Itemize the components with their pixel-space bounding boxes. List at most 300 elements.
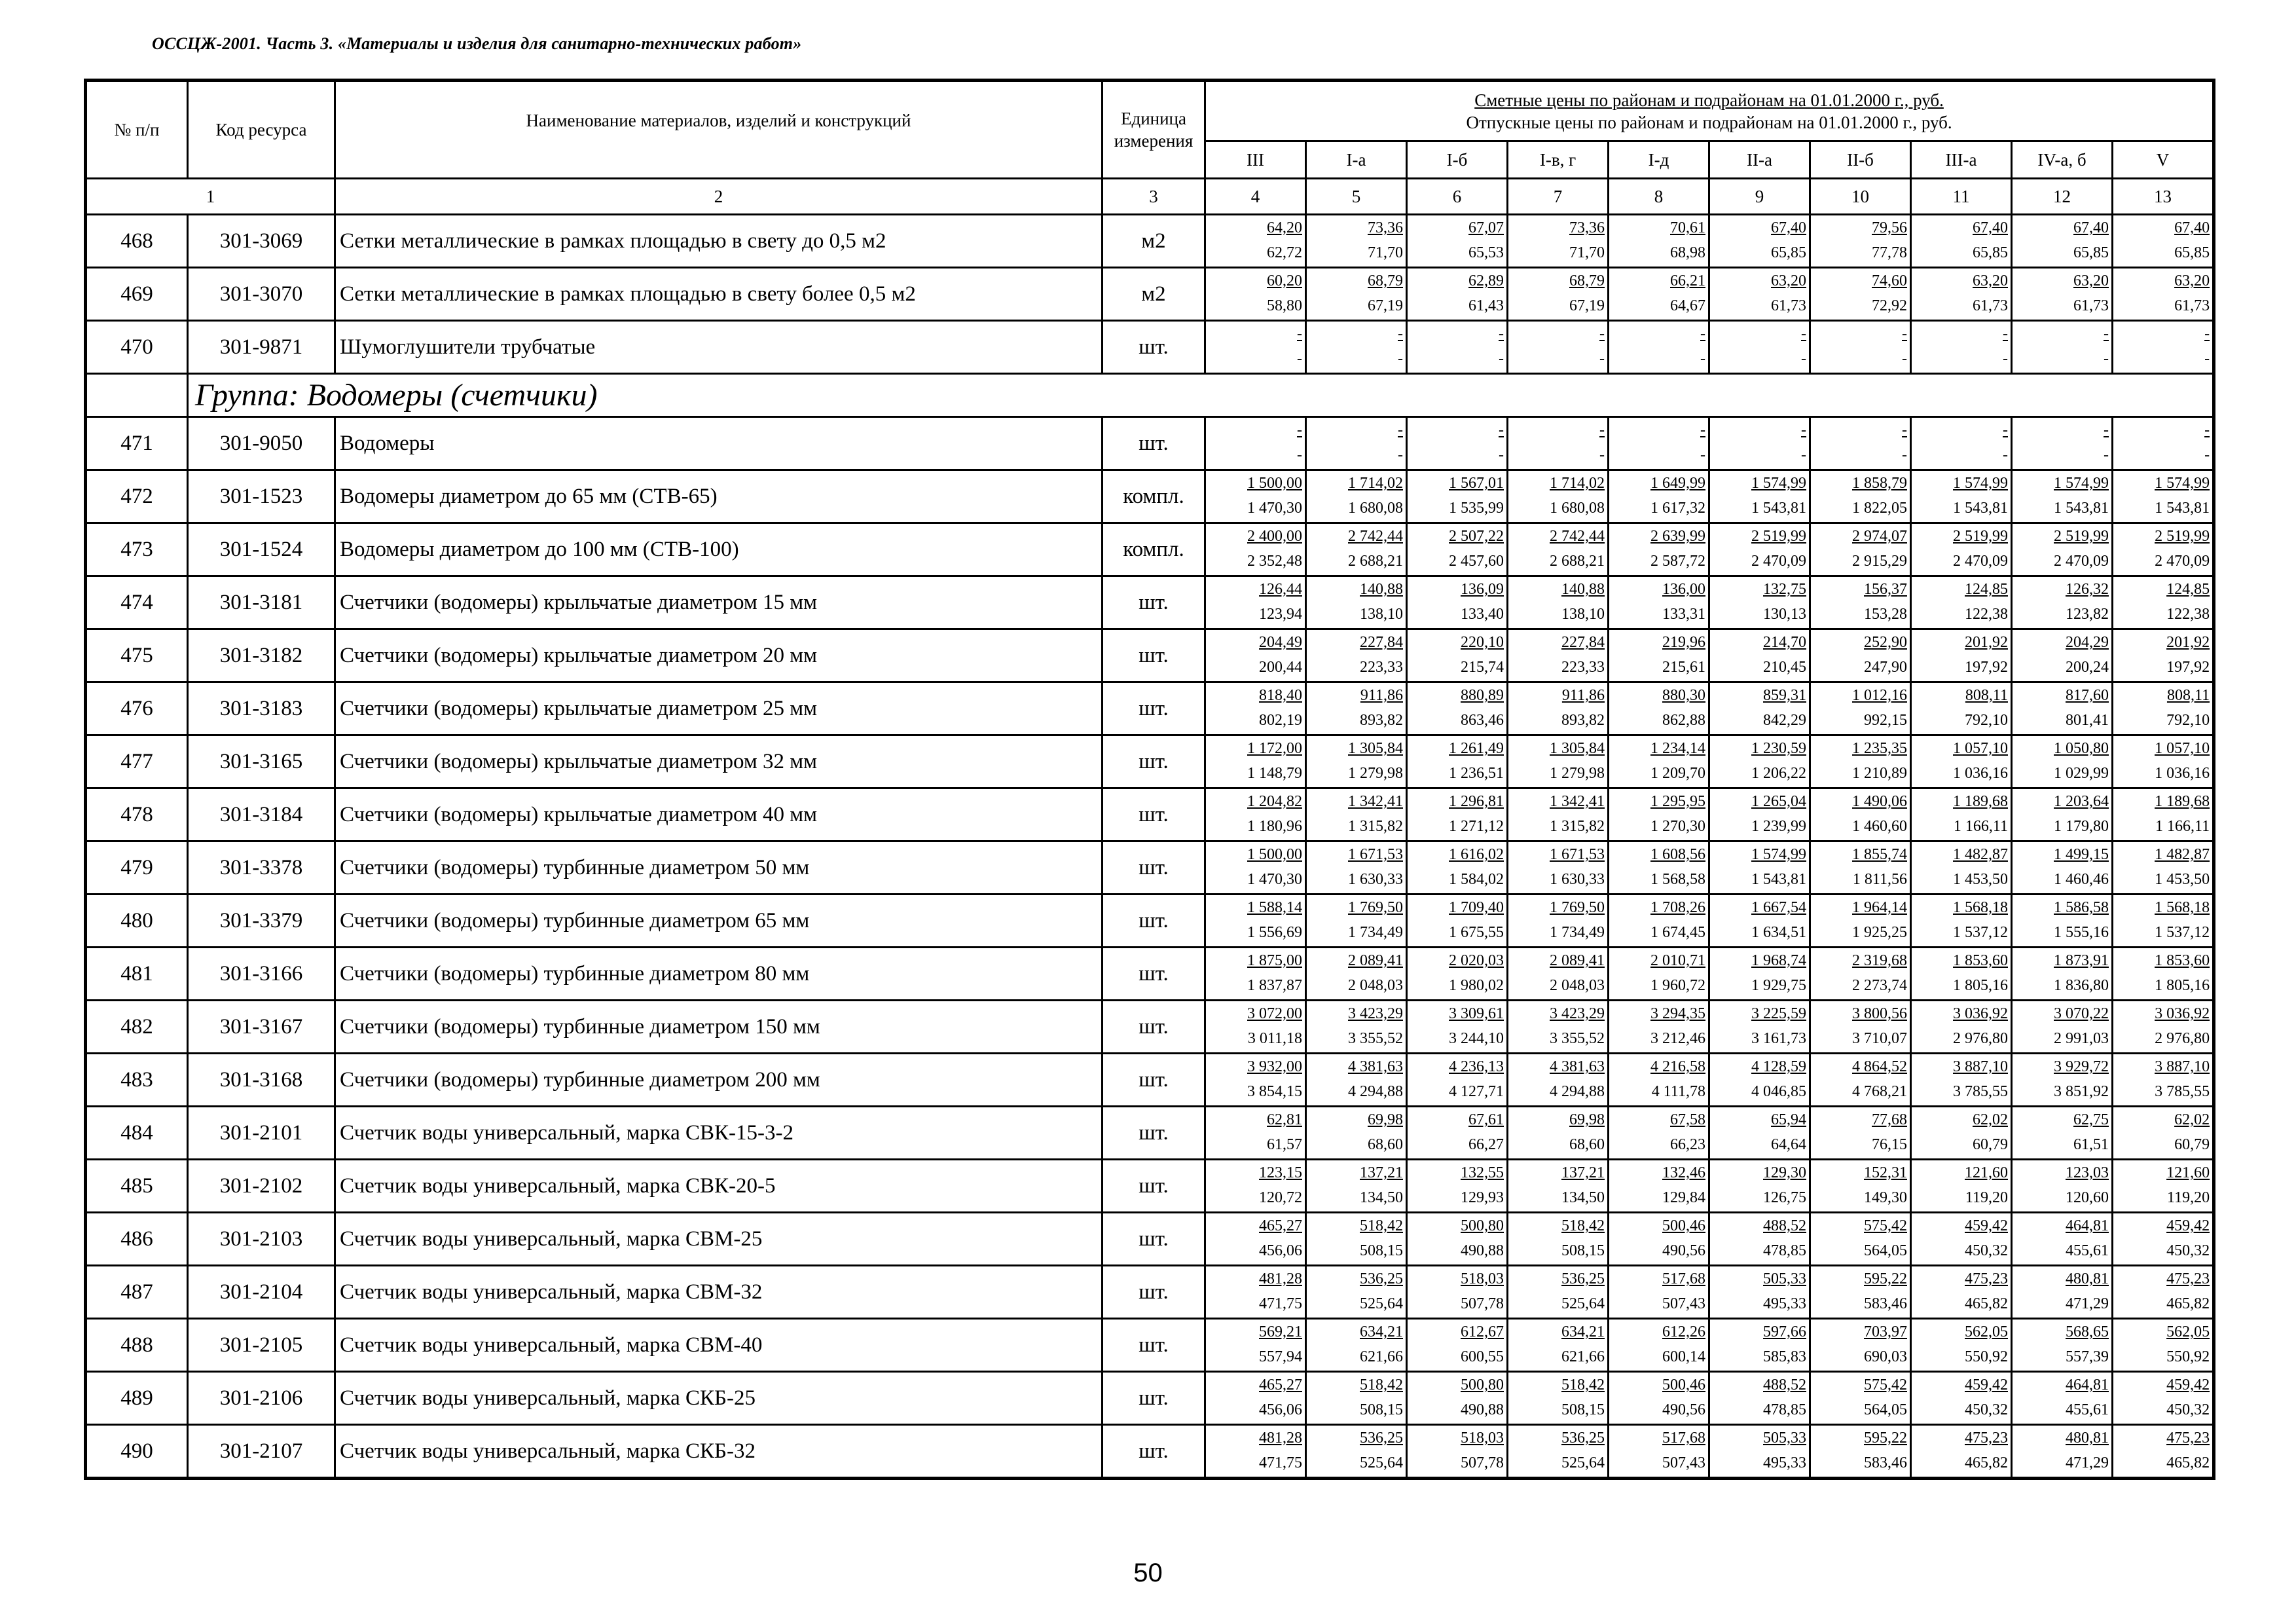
- estimate-price: 220,10: [1461, 634, 1504, 651]
- price-cell: [2113, 417, 2214, 470]
- material-name: Счетчики (водомеры) крыльчатые диаметром 25 мм: [335, 682, 1102, 735]
- column-number: 9: [1709, 179, 1810, 215]
- price-cell: [1508, 948, 1609, 1001]
- estimate-price: 2 089,41: [1348, 952, 1403, 969]
- estimate-price: 156,37: [1864, 581, 1907, 598]
- material-name: Счетчики (водомеры) крыльчатые диаметром 20 мм: [335, 629, 1102, 682]
- resource-code: 301-9871: [188, 321, 335, 374]
- release-price: 525,64: [1561, 1295, 1605, 1312]
- price-cell: [2012, 895, 2113, 948]
- price-cell: [1508, 470, 1609, 523]
- release-price: 3 161,73: [1751, 1030, 1806, 1047]
- price-cell: [1306, 321, 1407, 374]
- estimate-price: 68,79: [1569, 272, 1605, 289]
- price-cell: [2012, 1001, 2113, 1054]
- release-price: 1 543,81: [1751, 500, 1806, 517]
- unit-of-measure: шт.: [1102, 1054, 1205, 1107]
- price-cell: [1306, 268, 1407, 321]
- unit-of-measure: шт.: [1102, 788, 1205, 841]
- price-cell: [1709, 788, 1810, 841]
- price-cell: [1205, 682, 1306, 735]
- estimate-price: 2 639,99: [1650, 528, 1705, 545]
- table-row: [86, 417, 2214, 470]
- price-cell: [2012, 682, 2113, 735]
- release-price: 120,60: [2066, 1189, 2109, 1206]
- release-price: -: [1902, 350, 1907, 367]
- price-cell: [1407, 215, 1508, 268]
- release-price: 1 460,60: [1852, 818, 1907, 835]
- estimate-price: -: [2003, 422, 2008, 439]
- price-cell: [1810, 895, 1911, 948]
- release-price: 60,79: [1973, 1136, 2008, 1153]
- release-price: 119,20: [1965, 1189, 2008, 1206]
- release-price: 129,93: [1461, 1189, 1504, 1206]
- estimate-price: 1 234,14: [1650, 740, 1705, 757]
- release-price: 67,19: [1569, 297, 1605, 314]
- price-cell: [1709, 948, 1810, 1001]
- release-price: 1 734,49: [1550, 924, 1605, 941]
- estimate-price: 1 500,00: [1247, 846, 1302, 863]
- estimate-price: 3 887,10: [1953, 1058, 2008, 1075]
- table-row: [86, 268, 2214, 321]
- unit-of-measure: шт.: [1102, 1266, 1205, 1319]
- estimate-price: 518,03: [1461, 1270, 1504, 1287]
- price-cell: [1810, 841, 1911, 895]
- release-price: 1 315,82: [1550, 818, 1605, 835]
- release-price: 792,10: [1965, 712, 2008, 729]
- estimate-price: 1 873,91: [2054, 952, 2109, 969]
- price-cell: [1911, 1001, 2012, 1054]
- price-cell: [1911, 895, 2012, 948]
- resource-code: 301-2102: [188, 1160, 335, 1213]
- release-price: 450,32: [1965, 1242, 2008, 1259]
- release-price: 456,06: [1259, 1242, 1302, 1259]
- estimate-price: 817,60: [2066, 687, 2109, 704]
- price-cell: [1709, 1001, 1810, 1054]
- price-cell: [2012, 523, 2113, 576]
- price-cell: [1709, 629, 1810, 682]
- estimate-price: 1 968,74: [1751, 952, 1806, 969]
- release-price: 1 179,80: [2054, 818, 2109, 835]
- release-price: 1 535,99: [1449, 500, 1504, 517]
- table-row: [86, 948, 2214, 1001]
- price-cell: [1911, 1213, 2012, 1266]
- release-price: 471,75: [1259, 1454, 1302, 1471]
- release-price: 1 460,46: [2054, 871, 2109, 888]
- release-price: 550,92: [2166, 1348, 2210, 1365]
- release-price: 1 929,75: [1751, 977, 1806, 994]
- release-price: 61,73: [2073, 297, 2109, 314]
- release-price: 557,39: [2066, 1348, 2109, 1365]
- price-cell: [2113, 470, 2214, 523]
- estimate-price: 597,66: [1763, 1323, 1806, 1340]
- material-name: Шумоглушители трубчатые: [335, 321, 1102, 374]
- price-cell: [1306, 1107, 1407, 1160]
- estimate-price: 3 929,72: [2054, 1058, 2109, 1075]
- price-cell: [1911, 735, 2012, 788]
- price-cell: [2012, 1319, 2113, 1372]
- release-price: 1 556,69: [1247, 924, 1302, 941]
- release-price: 123,94: [1259, 606, 1302, 623]
- release-price: 1 036,16: [2155, 765, 2210, 782]
- price-cell: [1508, 1054, 1609, 1107]
- estimate-price: 518,42: [1360, 1376, 1403, 1393]
- estimate-price: 1 172,00: [1247, 740, 1302, 757]
- estimate-price: 3 309,61: [1449, 1005, 1504, 1022]
- price-cell: [1911, 523, 2012, 576]
- release-price: 1 166,11: [1953, 818, 2008, 835]
- price-cell: [2113, 895, 2214, 948]
- column-number: 12: [2012, 179, 2113, 215]
- release-price: 3 785,55: [2155, 1083, 2210, 1100]
- estimate-price: 500,46: [1662, 1376, 1705, 1393]
- resource-code: 301-3070: [188, 268, 335, 321]
- release-price: 62,72: [1267, 244, 1302, 261]
- estimate-price: 252,90: [1864, 634, 1907, 651]
- release-price: 4 127,71: [1449, 1083, 1504, 1100]
- estimate-price: 1 574,99: [2054, 475, 2109, 492]
- column-number: 13: [2113, 179, 2214, 215]
- release-price: 66,23: [1670, 1136, 1705, 1153]
- release-price: 525,64: [1561, 1454, 1605, 1471]
- release-price: 4 111,78: [1651, 1083, 1705, 1100]
- estimate-price: 880,30: [1662, 687, 1705, 704]
- release-price: 1 036,16: [1953, 765, 2008, 782]
- header-no: № п/п: [86, 81, 188, 179]
- row-number: 489: [86, 1372, 188, 1425]
- price-cell: [1810, 629, 1911, 682]
- header-region: I-а: [1306, 141, 1407, 179]
- estimate-price: 1 012,16: [1852, 687, 1907, 704]
- release-price: 1 568,58: [1650, 871, 1705, 888]
- price-cell: [2113, 1160, 2214, 1213]
- estimate-price: 2 010,71: [1650, 952, 1705, 969]
- estimate-price: 569,21: [1259, 1323, 1302, 1340]
- release-price: -: [1801, 350, 1806, 367]
- table-row: [86, 1054, 2214, 1107]
- estimate-price: 67,58: [1670, 1111, 1705, 1128]
- estimate-price: 1 858,79: [1852, 475, 1907, 492]
- estimate-price: 70,61: [1670, 219, 1705, 236]
- price-cell: [2113, 1054, 2214, 1107]
- release-price: 550,92: [1965, 1348, 2008, 1365]
- release-price: 2 470,09: [2054, 553, 2109, 570]
- table-row: [86, 321, 2214, 374]
- price-cell: [1609, 1266, 1709, 1319]
- price-cell: [1609, 1319, 1709, 1372]
- price-cell: [1205, 576, 1306, 629]
- price-cell: [2012, 1107, 2113, 1160]
- price-cell: [1407, 470, 1508, 523]
- release-price: 61,73: [1771, 297, 1806, 314]
- estimate-price: 859,31: [1763, 687, 1806, 704]
- release-price: 1 925,25: [1852, 924, 1907, 941]
- price-cell: [1508, 321, 1609, 374]
- price-cell: [1306, 1160, 1407, 1213]
- price-cell: [1911, 629, 2012, 682]
- price-cell: [1810, 1054, 1911, 1107]
- estimate-price: 612,67: [1461, 1323, 1504, 1340]
- estimate-price: 3 036,92: [1953, 1005, 2008, 1022]
- estimate-price: 1 574,99: [1751, 846, 1806, 863]
- estimate-price: 2 742,44: [1348, 528, 1403, 545]
- release-price: 200,44: [1259, 659, 1302, 676]
- resource-code: 301-2103: [188, 1213, 335, 1266]
- estimate-price: 475,23: [1965, 1430, 2008, 1447]
- unit-of-measure: шт.: [1102, 576, 1205, 629]
- release-price: 215,74: [1461, 659, 1504, 676]
- release-price: 1 837,87: [1247, 977, 1302, 994]
- price-cell: [2012, 1266, 2113, 1319]
- price-cell: [1306, 576, 1407, 629]
- table-row: [86, 1213, 2214, 1266]
- material-name: Счетчики (водомеры) крыльчатые диаметром 15 мм: [335, 576, 1102, 629]
- estimate-price: 73,36: [1368, 219, 1403, 236]
- release-price: 690,03: [1864, 1348, 1907, 1365]
- estimate-price: 1 342,41: [1348, 793, 1403, 810]
- price-cell: [2012, 215, 2113, 268]
- price-cell: [1306, 523, 1407, 576]
- material-name: Счетчик воды универсальный, марка СВМ-32: [335, 1266, 1102, 1319]
- release-price: 1 180,96: [1247, 818, 1302, 835]
- price-cell: [1609, 1213, 1709, 1266]
- release-price: 455,61: [2066, 1401, 2109, 1418]
- estimate-price: 136,00: [1662, 581, 1705, 598]
- release-price: 3 785,55: [1953, 1083, 2008, 1100]
- price-cell: [1407, 1372, 1508, 1425]
- estimate-price: 1 342,41: [1550, 793, 1605, 810]
- release-price: 2 470,09: [2155, 553, 2210, 570]
- estimate-price: 1 305,84: [1348, 740, 1403, 757]
- material-name: Сетки металлические в рамках площадью в свету более 0,5 м2: [335, 268, 1102, 321]
- release-price: 583,46: [1864, 1295, 1907, 1312]
- material-name: Счетчики (водомеры) турбинные диаметром 200 мм: [335, 1054, 1102, 1107]
- estimate-price: 2 742,44: [1550, 528, 1605, 545]
- estimate-price: 1 608,56: [1650, 846, 1705, 863]
- estimate-price: 1 586,58: [2054, 899, 2109, 916]
- table-row: [86, 1425, 2214, 1479]
- estimate-price: 2 974,07: [1852, 528, 1907, 545]
- price-cell: [1205, 1054, 1306, 1107]
- release-price: 1 270,30: [1650, 818, 1705, 835]
- release-price: 122,38: [2166, 606, 2210, 623]
- estimate-price: 129,30: [1763, 1164, 1806, 1181]
- table-row: [86, 523, 2214, 576]
- price-cell: [1911, 948, 2012, 1001]
- price-cell: [1508, 523, 1609, 576]
- resource-code: 301-3378: [188, 841, 335, 895]
- estimate-price: -: [1902, 422, 1907, 439]
- price-cell: [1306, 1266, 1407, 1319]
- unit-of-measure: шт.: [1102, 1213, 1205, 1266]
- estimate-price: 612,26: [1662, 1323, 1705, 1340]
- price-cell: [1911, 1054, 2012, 1107]
- price-cell: [1407, 948, 1508, 1001]
- release-price: 508,15: [1561, 1401, 1605, 1418]
- release-price: 471,29: [2066, 1454, 2109, 1471]
- price-cell: [1709, 1160, 1810, 1213]
- estimate-price: 3 225,59: [1751, 1005, 1806, 1022]
- material-name: Счетчики (водомеры) крыльчатые диаметром 40 мм: [335, 788, 1102, 841]
- price-cell: [2113, 788, 2214, 841]
- price-cell: [1508, 1372, 1609, 1425]
- estimate-price: 62,02: [1973, 1111, 2008, 1128]
- price-cell: [1911, 788, 2012, 841]
- resource-code: 301-2104: [188, 1266, 335, 1319]
- estimate-price: 62,75: [2073, 1111, 2109, 1128]
- release-price: -: [1902, 447, 1907, 464]
- price-cell: [1709, 215, 1810, 268]
- release-price: 1 584,02: [1449, 871, 1504, 888]
- estimate-price: 1 057,10: [2155, 740, 2210, 757]
- release-price: -: [2204, 350, 2210, 367]
- price-cell: [2113, 321, 2214, 374]
- estimate-price: 65,94: [1771, 1111, 1806, 1128]
- price-cell: [2113, 1425, 2214, 1479]
- release-price: 1 805,16: [1953, 977, 2008, 994]
- estimate-price: 634,21: [1561, 1323, 1605, 1340]
- estimate-price: 67,40: [1973, 219, 2008, 236]
- release-price: 1 617,32: [1650, 500, 1705, 517]
- estimate-price: 62,02: [2174, 1111, 2210, 1128]
- estimate-price: 562,05: [2166, 1323, 2210, 1340]
- release-price: 1 811,56: [1852, 871, 1907, 888]
- price-cell: [2012, 417, 2113, 470]
- price-cell: [1306, 629, 1407, 682]
- release-price: 1 315,82: [1348, 818, 1403, 835]
- price-cell: [1508, 1266, 1609, 1319]
- release-price: 138,10: [1561, 606, 1605, 623]
- column-number: 6: [1407, 179, 1508, 215]
- release-price: 68,60: [1569, 1136, 1605, 1153]
- estimate-price: 1 204,82: [1247, 793, 1302, 810]
- release-price: 621,66: [1561, 1348, 1605, 1365]
- resource-code: 301-2105: [188, 1319, 335, 1372]
- unit-of-measure: м2: [1102, 215, 1205, 268]
- release-price: 130,13: [1763, 606, 1806, 623]
- release-price: 1 453,50: [1953, 871, 2008, 888]
- price-cell: [1205, 1107, 1306, 1160]
- column-number: 11: [1911, 179, 2012, 215]
- release-price: 210,45: [1763, 659, 1806, 676]
- price-cell: [1306, 470, 1407, 523]
- estimate-price: 1 708,26: [1650, 899, 1705, 916]
- table-row: [86, 788, 2214, 841]
- estimate-price: 67,61: [1468, 1111, 1504, 1128]
- header-name: Наименование материалов, изделий и конструкций: [335, 81, 1102, 179]
- estimate-price: 140,88: [1561, 581, 1605, 598]
- estimate-price: 911,86: [1561, 687, 1605, 704]
- price-cell: [2012, 629, 2113, 682]
- release-price: 120,72: [1259, 1189, 1302, 1206]
- release-price: 1 805,16: [2155, 977, 2210, 994]
- estimate-price: 2 519,99: [2054, 528, 2109, 545]
- estimate-price: 481,28: [1259, 1430, 1302, 1447]
- release-price: 1 675,55: [1449, 924, 1504, 941]
- price-cell: [1407, 682, 1508, 735]
- estimate-price: -: [2104, 422, 2109, 439]
- price-cell: [1609, 1425, 1709, 1479]
- estimate-price: 459,42: [2166, 1376, 2210, 1393]
- estimate-price: 214,70: [1763, 634, 1806, 651]
- price-cell: [1609, 321, 1709, 374]
- release-price: 842,29: [1763, 712, 1806, 729]
- row-number: 478: [86, 788, 188, 841]
- estimate-price: 1 588,14: [1247, 899, 1302, 916]
- material-name: Счетчики (водомеры) турбинные диаметром 80 мм: [335, 948, 1102, 1001]
- price-cell: [1306, 1213, 1407, 1266]
- price-cell: [2012, 268, 2113, 321]
- unit-of-measure: шт.: [1102, 1372, 1205, 1425]
- price-cell: [1306, 682, 1407, 735]
- release-price: 72,92: [1872, 297, 1907, 314]
- price-cell: [1609, 470, 1709, 523]
- resource-code: 301-3181: [188, 576, 335, 629]
- release-price: 1 634,51: [1751, 924, 1806, 941]
- unit-of-measure: м2: [1102, 268, 1205, 321]
- release-price: 456,06: [1259, 1401, 1302, 1418]
- estimate-price: 1 714,02: [1348, 475, 1403, 492]
- estimate-price: 1 296,81: [1449, 793, 1504, 810]
- table-row: [86, 895, 2214, 948]
- release-price: 65,85: [1771, 244, 1806, 261]
- estimate-price: 1 482,87: [1953, 846, 2008, 863]
- price-cell: [2113, 1266, 2214, 1319]
- price-cell: [1609, 841, 1709, 895]
- estimate-price: 459,42: [1965, 1376, 2008, 1393]
- release-price: 60,79: [2174, 1136, 2210, 1153]
- release-price: 490,88: [1461, 1242, 1504, 1259]
- unit-of-measure: шт.: [1102, 895, 1205, 948]
- price-cell: [2113, 215, 2214, 268]
- row-number: 469: [86, 268, 188, 321]
- price-cell: [1911, 841, 2012, 895]
- release-price: 465,82: [1965, 1454, 2008, 1471]
- estimate-price: 475,23: [2166, 1270, 2210, 1287]
- estimate-price: 480,81: [2066, 1270, 2109, 1287]
- release-price: 508,15: [1360, 1242, 1403, 1259]
- price-cell: [1810, 1001, 1911, 1054]
- release-price: 863,46: [1461, 712, 1504, 729]
- price-cell: [1407, 576, 1508, 629]
- estimate-price: 575,42: [1864, 1376, 1907, 1393]
- release-price: 495,33: [1763, 1454, 1806, 1471]
- price-cell: [1609, 268, 1709, 321]
- row-number: 473: [86, 523, 188, 576]
- release-price: -: [2204, 447, 2210, 464]
- estimate-price: 818,40: [1259, 687, 1302, 704]
- release-price: 792,10: [2166, 712, 2210, 729]
- release-price: -: [2003, 447, 2008, 464]
- resource-code: 301-3184: [188, 788, 335, 841]
- price-cell: [2012, 788, 2113, 841]
- estimate-price: 1 875,00: [1247, 952, 1302, 969]
- estimate-price: 123,15: [1259, 1164, 1302, 1181]
- release-price: 122,38: [1965, 606, 2008, 623]
- release-price: 490,56: [1662, 1401, 1705, 1418]
- estimate-price: 3 036,92: [2155, 1005, 2210, 1022]
- price-cell: [1810, 1107, 1911, 1160]
- price-cell: [1810, 470, 1911, 523]
- estimate-price: 808,11: [2166, 687, 2210, 704]
- release-price: 1 822,05: [1852, 500, 1907, 517]
- price-cell: [2113, 1001, 2214, 1054]
- table-row: [86, 629, 2214, 682]
- resource-code: 301-1523: [188, 470, 335, 523]
- estimate-price: 1 574,99: [1953, 475, 2008, 492]
- release-price: 1 543,81: [2054, 500, 2109, 517]
- unit-of-measure: шт.: [1102, 417, 1205, 470]
